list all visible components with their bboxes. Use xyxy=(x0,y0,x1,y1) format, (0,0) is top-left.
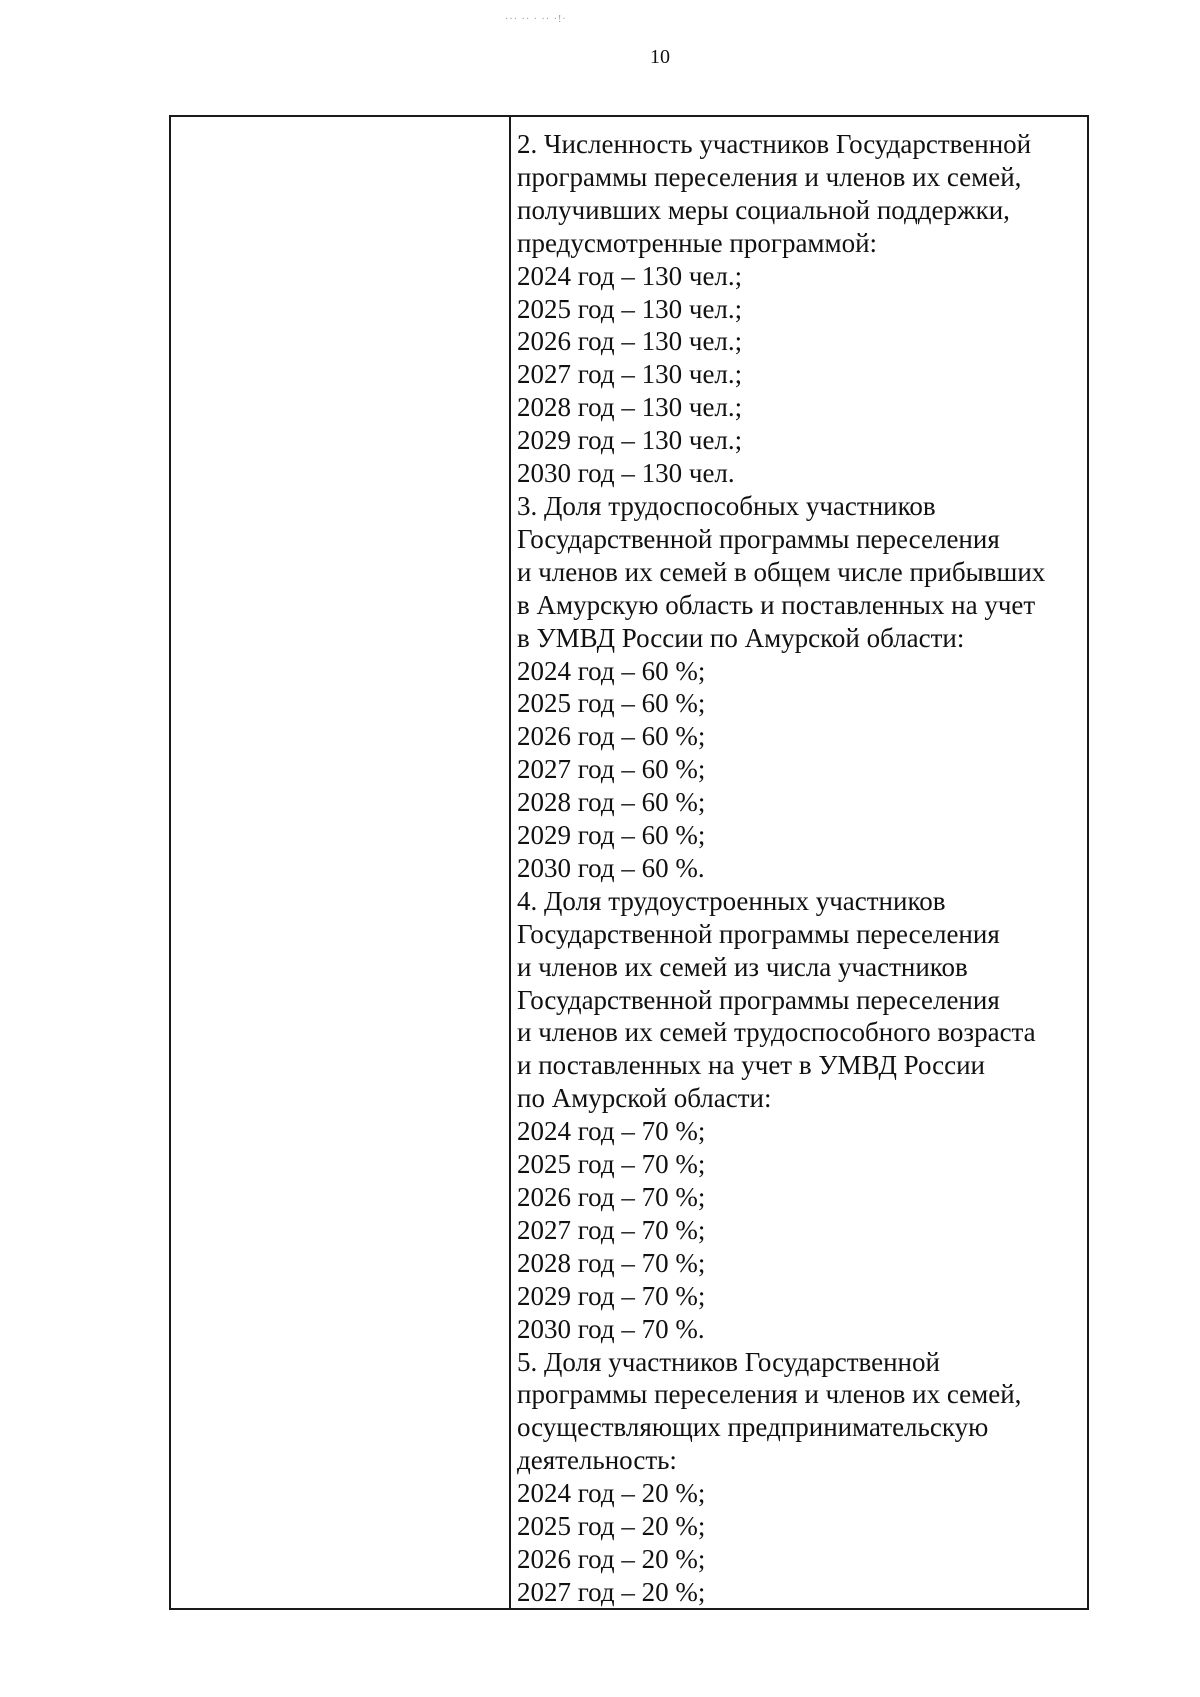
indicators-table xyxy=(169,115,1089,1610)
indicator-4 xyxy=(517,885,1087,1346)
year-value: 2027 год – 20 %; xyxy=(517,1576,706,1607)
indicator-title-line: 2. Численность участников Государственной xyxy=(517,129,1032,159)
year-value: 2027 год – 130 чел.; xyxy=(517,359,743,390)
indicator-title-line: Государственной программы переселения xyxy=(517,984,1000,1015)
indicator-title-line: и членов их семей в общем числе прибывших xyxy=(517,556,1046,587)
scan-artifact: ··· ·· · ·· ·!· xyxy=(505,14,567,25)
year-value: 2026 год – 20 %; xyxy=(517,1543,706,1574)
year-value: 2026 год – 60 %; xyxy=(517,721,706,752)
indicator-title-line: 3. Доля трудоспособных участников xyxy=(517,490,936,521)
year-value: 2027 год – 60 %; xyxy=(517,754,706,785)
page-number: 10 xyxy=(650,46,670,68)
year-value: 2025 год – 70 %; xyxy=(517,1149,706,1180)
year-value: 2029 год – 70 %; xyxy=(517,1280,706,1311)
year-value: 2025 год – 60 %; xyxy=(517,688,706,719)
indicator-title-line: Государственной программы переселения xyxy=(517,918,1000,949)
indicator-title-line: предусмотренные программой: xyxy=(517,227,878,258)
indicator-title-line: 5. Доля участников Государственной xyxy=(517,1346,940,1377)
indicator-title-line: и членов их семей трудоспособного возраста xyxy=(517,1017,1036,1048)
indicator-title-line: осуществляющих предпринимательскую xyxy=(517,1412,989,1443)
indicator-title-line: получивших меры социальной поддержки, xyxy=(517,194,1010,225)
year-value: 2030 год – 130 чел. xyxy=(517,458,735,489)
year-value: 2030 год – 70 %. xyxy=(517,1313,705,1344)
table-right-cell xyxy=(511,117,1087,1608)
year-value: 2028 год – 70 %; xyxy=(517,1247,706,1278)
indicator-3 xyxy=(517,490,1087,885)
indicator-5 xyxy=(517,1346,1087,1608)
indicator-title-line: по Амурской области: xyxy=(517,1083,772,1114)
year-value: 2024 год – 130 чел.; xyxy=(517,260,743,291)
year-value: 2024 год – 60 %; xyxy=(517,655,706,686)
indicator-title-line: программы переселения и членов их семей, xyxy=(517,1379,1022,1410)
year-value: 2029 год – 130 чел.; xyxy=(517,425,743,456)
year-value: 2024 год – 20 %; xyxy=(517,1478,706,1509)
year-value: 2026 год – 70 %; xyxy=(517,1182,706,1212)
table-left-cell xyxy=(171,117,511,1608)
year-value: 2027 год – 70 %; xyxy=(517,1214,706,1245)
indicator-title-line: 4. Доля трудоустроенных участников xyxy=(517,885,946,916)
indicator-title-line: программы переселения и членов их семей, xyxy=(517,161,1022,192)
indicator-title-line: Государственной программы переселения xyxy=(517,523,1000,554)
indicator-title-line: деятельность: xyxy=(517,1445,677,1476)
year-value: 2028 год – 60 %; xyxy=(517,787,706,818)
indicator-title-line: и поставленных на учет в УМВД России xyxy=(517,1050,986,1081)
year-value: 2028 год – 130 чел.; xyxy=(517,392,743,423)
indicator-2 xyxy=(517,128,1087,490)
year-value: 2024 год – 70 %; xyxy=(517,1116,706,1147)
year-value: 2026 год – 130 чел.; xyxy=(517,326,743,357)
year-value: 2025 год – 20 %; xyxy=(517,1511,706,1542)
year-value: 2025 год – 130 чел.; xyxy=(517,293,743,324)
year-value: 2029 год – 60 %; xyxy=(517,820,706,851)
indicator-title-line: в УМВД России по Амурской области: xyxy=(517,622,965,653)
year-value: 2030 год – 60 %. xyxy=(517,852,705,883)
indicator-title-line: и членов их семей из числа участников xyxy=(517,951,968,982)
indicator-title-line: в Амурскую область и поставленных на учет xyxy=(517,589,1036,620)
